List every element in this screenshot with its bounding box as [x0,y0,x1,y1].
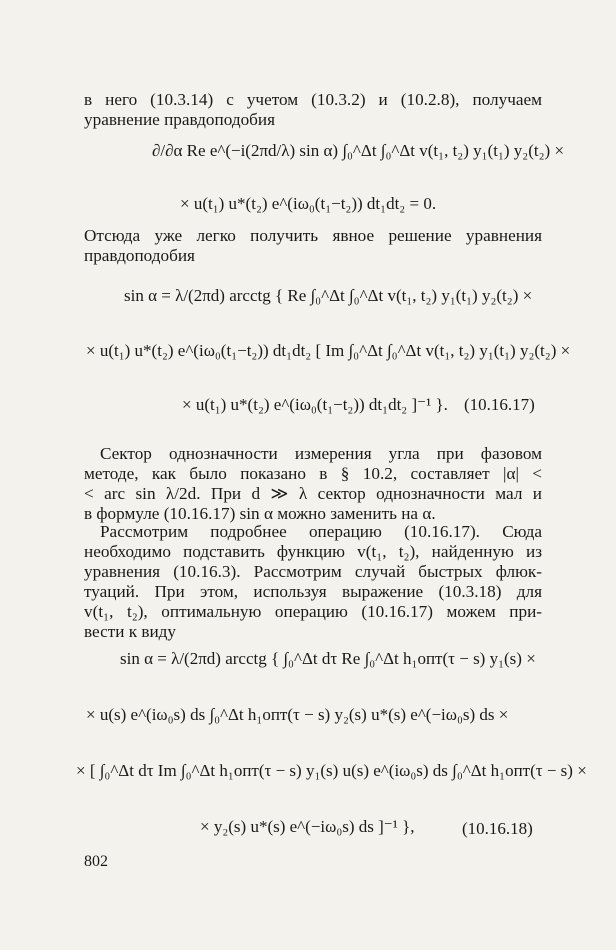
equation-1-text-b: × u(t₁) u*(t₂) e^(iω₀(t₁−t₂)) dt₁dt₂ = 0. [180,194,437,213]
equation-number-2: (10.16.18) [462,819,533,838]
equation-1-text-a: ∂/∂α Re e^(−i(2πd/λ) sin α) ∫₀^Δt ∫₀^Δt v(t₁, t₂) y₁(t₁) y₂(t₂) × [152,141,565,160]
equation-2-line-2 [86,340,570,362]
equation-3-text-b: × u(s) e^(iω₀s) ds ∫₀^Δt h₁опт(τ − s) y₂(s) u*(s) e^(−iω₀s) ds × [86,705,509,724]
text-line-12: туаций. При этом, используя выражение (10.3.18) для [84,582,542,601]
text-line-13: v(t₁, t₂), оптимальную операцию (10.16.17) можем при- [84,602,542,621]
equation-2-text-b: × u(t₁) u*(t₂) e^(iω₀(t₁−t₂)) dt₁dt₂ [ Im ∫₀^Δt ∫₀^Δt v(t₁, t₂) y₁(t₁) y₂(t₂) × [86,341,571,360]
text-line-8: в формуле (10.16.17) sin α можно заменить на α. [84,504,436,523]
text-line-10: необходимо подставить функцию v(t₁, t₂), найденную из [84,542,542,561]
equation-3-line-4 [200,816,415,838]
text-line-11: уравнения (10.16.3). Рассмотрим случай быстрых флюк- [84,562,542,581]
text-line-6: методе, как было показано в § 10.2, составляет |α| < [84,464,542,483]
text-line-4: правдоподобия [84,246,195,265]
text-line-1: в него (10.3.14) с учетом (10.3.2) и (10.2.8), получаем [84,90,542,109]
equation-3-line-2 [86,704,508,726]
equation-number-1: (10.16.17) [464,395,535,414]
equation-3-text-d: × y₂(s) u*(s) e^(−iω₀s) ds ]⁻¹ }, [200,817,415,836]
equation-2-line-3 [182,394,448,416]
equation-3-line-1 [120,648,536,670]
equation-3-line-3 [76,760,587,782]
text-line-14: вести к виду [84,622,177,641]
equation-2-text-c: × u(t₁) u*(t₂) e^(iω₀(t₁−t₂)) dt₁dt₂ ]⁻¹ }. [182,395,448,414]
equation-2-text-a: sin α = λ/(2πd) arcctg { Re ∫₀^Δt ∫₀^Δt v(t₁, t₂) y₁(t₁) y₂(t₂) × [124,286,533,305]
equation-1-line-2 [180,193,436,215]
equation-3-text-c: × [ ∫₀^Δt dτ Im ∫₀^Δt h₁опт(τ − s) y₁(s) u(s) e^(iω₀s) ds ∫₀^Δt h₁опт(τ − s) × [76,761,587,780]
equation-1-line-1 [152,140,564,192]
text-line-3: Отсюда уже легко получить явное решение уравнения [84,226,542,245]
equation-2-line-1 [124,285,532,307]
text-line-2: уравнение правдоподобия [84,110,276,129]
equation-3-text-a: sin α = λ/(2πd) arcctg { ∫₀^Δt dτ Re ∫₀^Δt h₁опт(τ − s) y₁(s) × [120,649,536,668]
text-line-7: < arc sin λ/2d. При d ≫ λ сектор однозначности мал и [84,484,542,503]
text-line-9: Рассмотрим подробнее операцию (10.16.17). Сюда [100,522,542,541]
page-number: 802 [84,853,108,870]
text-line-5: Сектор однозначности измерения угла при фазовом [100,444,542,463]
